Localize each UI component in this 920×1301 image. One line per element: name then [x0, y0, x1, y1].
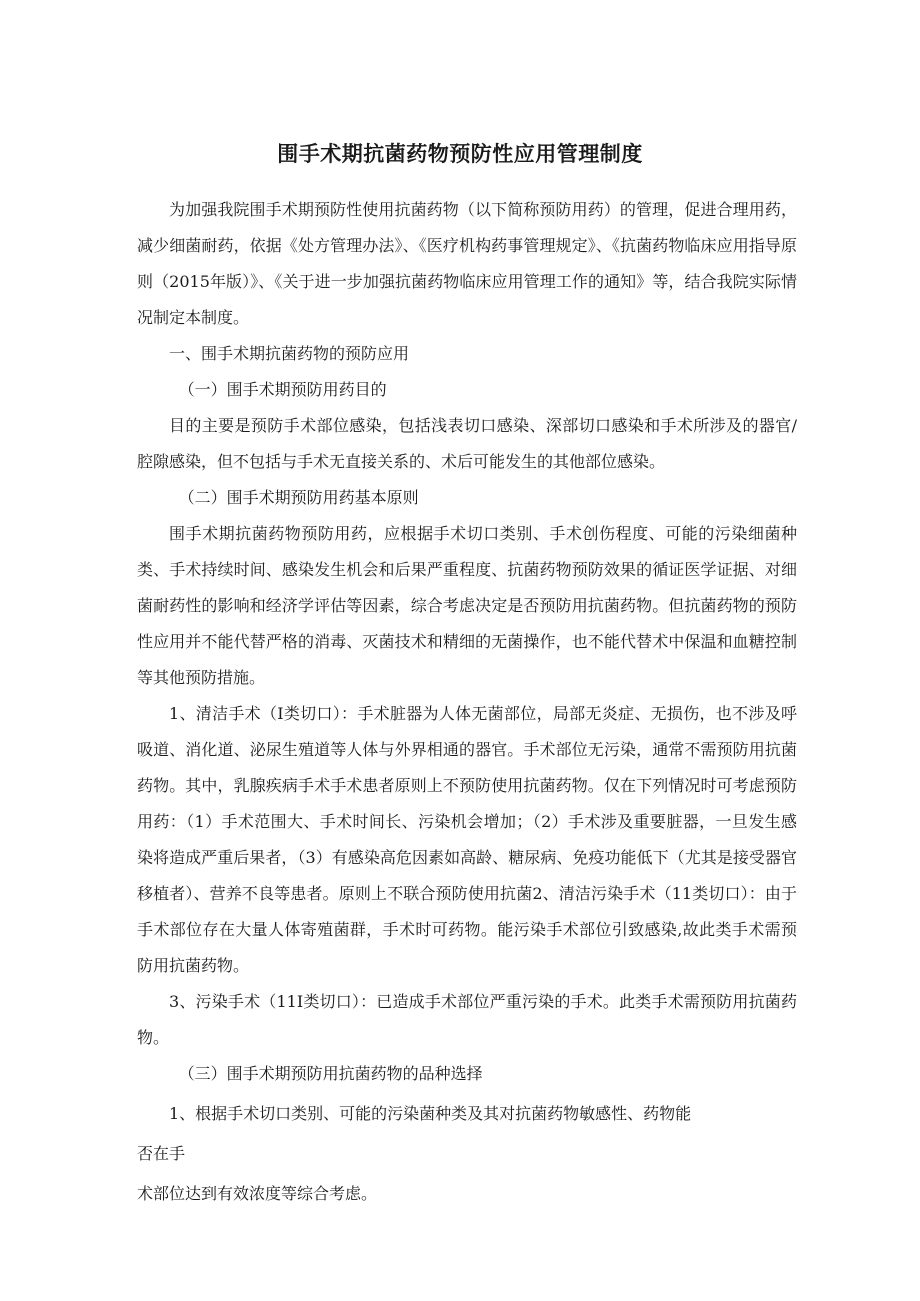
document-title: 围手术期抗菌药物预防性应用管理制度: [277, 142, 643, 166]
subsection-heading-2: （二）围手术期预防用药基本原则: [178, 488, 419, 507]
subsection-heading-1: （一）围手术期预防用药目的: [178, 380, 387, 399]
contaminated-surgery-paragraph: 3、污染手术（11I类切口）：已造成手术部位严重污染的手术。此类手术需预防用抗菌药物。: [137, 992, 797, 1047]
clean-surgery-paragraph: 1、清洁手术（I类切口）：手术脏器为人体无菌部位，局部无炎症、无损伤，也不涉及呼吸道、消化道、泌尿生殖道等人体与外界相通的器官。手术部位无污染，通常不需预防用抗菌药物。其中，乳腺疾病手术手术患者原则上不预防使用抗菌药物。仅在下列情况时可考虑预防用药：（1）手术范围大、手术时间长、污染机会增加；（2）手术涉及重要脏器，一旦发生感染将造成严重后果者，（3）有感染高危因素如高龄、糖尿病、免疫功能低下（尤其是接受器官移植者）、营养不良等患者。原则上不联合预防使用抗菌2、清洁污染手术（11类切口）：由于手术部位存在大量人体寄殖菌群，手术时可药物。能污染手术部位引致感染,故此类手术需预防用抗菌药物。: [137, 704, 797, 975]
selection-paragraph-line-2: 否在手: [137, 1144, 186, 1163]
selection-paragraph-line-3: 术部位达到有效浓度等综合考虑。: [137, 1184, 378, 1203]
purpose-paragraph: 目的主要是预防手术部位感染，包括浅表切口感染、深部切口感染和手术所涉及的器官/腔隙感染，但不包括与手术无直接关系的、术后可能发生的其他部位感染。: [137, 416, 797, 471]
intro-paragraph: 为加强我院围手术期预防性使用抗菌药物（以下简称预防用药）的管理，促进合理用药，减少细菌耐药，依据《处方管理办法》、《医疗机构药事管理规定》、《抗菌药物临床应用指导原则（2015年版）》、《关于进一步加强抗菌药物临床应用管理工作的通知》等，结合我院实际情况制定本制度。: [137, 200, 797, 327]
section-heading-1: 一、围手术期抗菌药物的预防应用: [169, 344, 410, 363]
subsection-heading-3: （三）围手术期预防用抗菌药物的品种选择: [178, 1064, 483, 1083]
principles-paragraph: 围手术期抗菌药物预防用药，应根据手术切口类别、手术创伤程度、可能的污染细菌种类、手术持续时间、感染发生机会和后果严重程度、抗菌药物预防效果的循证医学证据、对细菌耐药性的影响和经济学评估等因素，综合考虑决定是否预防用抗菌药物。但抗菌药物的预防性应用并不能代替严格的消毒、灭菌技术和精细的无菌操作，也不能代替术中保温和血糖控制等其他预防措施。: [137, 524, 797, 687]
selection-paragraph-line-1: 1、根据手术切口类别、可能的污染菌种类及其对抗菌药物敏感性、药物能: [169, 1104, 692, 1123]
document-body: [137, 192, 797, 1212]
